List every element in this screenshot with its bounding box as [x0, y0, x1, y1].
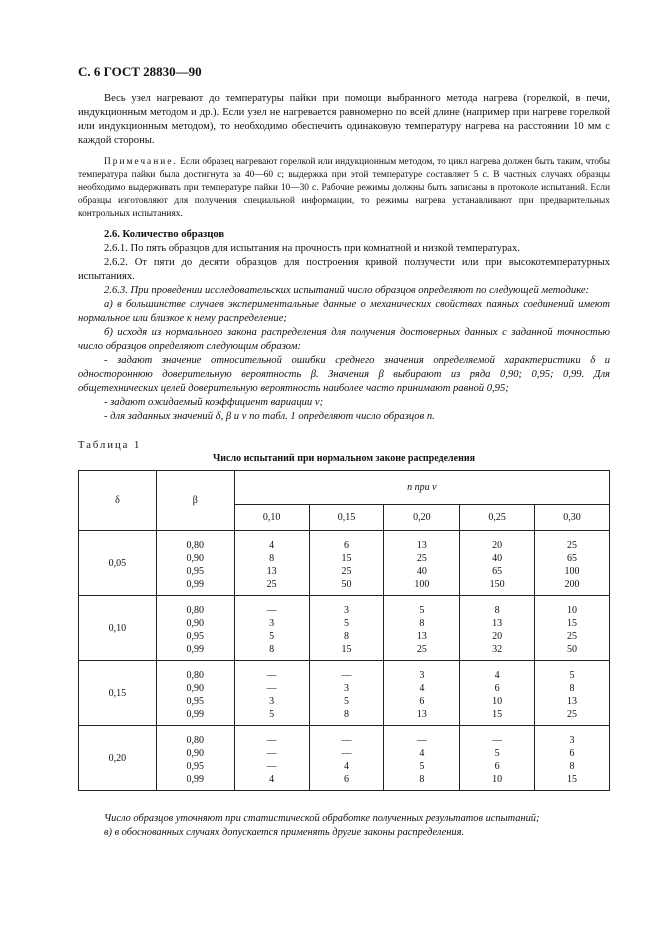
n-value: 100 — [414, 579, 430, 590]
n-cell — [535, 726, 610, 791]
n-cell — [384, 661, 460, 726]
n-value: 40 — [492, 553, 503, 564]
beta-cell — [156, 726, 234, 791]
n-value: 40 — [416, 566, 427, 577]
item-b: б) исходя из нормального закона распределения для получения достоверных данных с заданной точностью число образцов определяют следующим образом: — [78, 327, 610, 352]
n-value: 5 — [569, 670, 575, 681]
n-value: 25 — [416, 553, 427, 564]
n-cell — [384, 596, 460, 661]
n-value: 25 — [567, 709, 578, 720]
n-value: 25 — [567, 540, 578, 551]
beta-value: 0,95 — [186, 696, 205, 707]
n-value: 5 — [494, 748, 500, 759]
note-block — [78, 156, 610, 221]
table-row — [79, 661, 610, 726]
beta-value: 0,90 — [186, 748, 205, 759]
table-row — [79, 596, 610, 661]
section-title: 2.6. Количество образцов — [104, 229, 225, 240]
delta-cell: 0,05 — [79, 531, 157, 596]
n-value: — — [341, 670, 352, 681]
n-value: 8 — [569, 761, 575, 772]
n-value: 15 — [341, 644, 352, 655]
n-cell — [535, 661, 610, 726]
distribution-table — [78, 470, 610, 791]
n-value: 20 — [492, 631, 503, 642]
n-value: 5 — [269, 631, 275, 642]
delta-cell: 0,10 — [79, 596, 157, 661]
table-title: Число испытаний при нормальном законе распределения — [212, 453, 476, 464]
n-value: 15 — [492, 709, 503, 720]
n-value: 5 — [343, 696, 349, 707]
n-value: 15 — [567, 618, 578, 629]
n-value: 4 — [269, 540, 275, 551]
table-row — [79, 726, 610, 791]
n-value: 50 — [341, 579, 352, 590]
beta-cell — [156, 661, 234, 726]
n-cell — [384, 531, 460, 596]
n-value: — — [266, 670, 277, 681]
n-value: 6 — [343, 540, 349, 551]
n-value: 32 — [492, 644, 503, 655]
n-cell — [309, 661, 384, 726]
n-value: 200 — [564, 579, 580, 590]
n-cell — [535, 531, 610, 596]
n-value: 3 — [343, 605, 349, 616]
dash-item-1: - задают значение относительной ошибки среднего значения определяемой характеристики δ и одностороннюю доверительную вероятность β. Значения β выбирают из ряда 0,90; 0,95; 0,99. Для общетехнических целей доверительную вероятность наиболее часто принимают равной 0,95; — [78, 355, 610, 394]
delta-cell: 0,15 — [79, 661, 157, 726]
n-value: 10 — [567, 605, 578, 616]
dash-item-3: - для заданных значений δ, β и v по табл. 1 определяют число образцов n. — [104, 411, 435, 422]
n-cell — [309, 726, 384, 791]
n-value: 6 — [343, 774, 349, 785]
n-cell — [234, 661, 309, 726]
n-value: 3 — [419, 670, 425, 681]
item-a: а) в большинстве случаев экспериментальные данные о механических свойствах паяных соединений имеют нормальное или близкое к нему распределение; — [78, 299, 610, 324]
n-value: 15 — [567, 774, 578, 785]
clause-2-6-3: 2.6.3. При проведении исследовательских испытаний число образцов определяют по следующей методике: — [104, 285, 590, 296]
header-n-at-v: n при v — [234, 471, 609, 505]
n-value: 13 — [567, 696, 578, 707]
n-value: 25 — [567, 631, 578, 642]
n-value: 5 — [343, 618, 349, 629]
beta-value: 0,80 — [186, 605, 205, 616]
beta-cell — [156, 596, 234, 661]
n-value: — — [266, 605, 277, 616]
n-value: 3 — [343, 683, 349, 694]
n-value: 13 — [416, 540, 427, 551]
n-cell — [460, 726, 535, 791]
n-value: 15 — [341, 553, 352, 564]
beta-value: 0,90 — [186, 618, 205, 629]
beta-value: 0,80 — [186, 540, 205, 551]
intro-paragraph: Весь узел нагревают до температуры пайки при помощи выбранного метода нагрева (горелкой, в печи, индукционным методом и др.). Если узел не нагревается равномерно по всей длине (например при нагреве горелкой или индукционным методом), то необходимо обеспечить одинаковую температуру нагрева на расстоянии 10 мм с каждой стороны. — [78, 93, 610, 146]
n-cell — [234, 531, 309, 596]
n-value: 3 — [269, 618, 275, 629]
beta-value: 0,99 — [186, 709, 205, 720]
n-value: 8 — [494, 605, 500, 616]
n-value: 8 — [419, 774, 425, 785]
n-value: — — [266, 748, 277, 759]
n-value: — — [266, 735, 277, 746]
beta-value: 0,99 — [186, 644, 205, 655]
n-value: 4 — [343, 761, 349, 772]
beta-value: 0,80 — [186, 735, 205, 746]
n-value: 8 — [419, 618, 425, 629]
note-text: Если образец нагревают горелкой или индукционным методом, то цикл нагрева должен быть таким, чтобы температура пайки была достигнута за 40—60 с; выдержка при этой температуре составляет 5 с. В частных случаях образцы необходимо выдерживать при температуре пайки 10—30 с. Рабочие режимы должны быть записаны в протоколе испытаний. Если образцы изготовляют для получения специальной информации, то режимы нагрева устанавливают при предварительных контрольных испытаниях. — [78, 157, 610, 219]
header-v-3: 0,25 — [460, 505, 535, 531]
n-value: 4 — [494, 670, 500, 681]
n-value: 5 — [269, 709, 275, 720]
header-v-2: 0,20 — [384, 505, 460, 531]
n-value: — — [492, 735, 503, 746]
n-value: 13 — [266, 566, 277, 577]
intro-paragraph-block — [78, 92, 610, 148]
clause-2-6-1: 2.6.1. По пять образцов для испытания на прочность при комнатной и низкой температурах. — [104, 243, 520, 254]
n-value: 25 — [266, 579, 277, 590]
n-value: 4 — [419, 683, 425, 694]
n-value: 6 — [494, 683, 500, 694]
beta-value: 0,80 — [186, 670, 205, 681]
n-value: — — [341, 748, 352, 759]
n-value: 13 — [492, 618, 503, 629]
page-header: С. 6 ГОСТ 28830—90 — [78, 64, 202, 79]
dash-item-2: - задают ожидаемый коэффициент вариации v; — [104, 397, 324, 408]
n-cell — [460, 661, 535, 726]
n-value: 8 — [343, 709, 349, 720]
beta-value: 0,90 — [186, 553, 205, 564]
footer-line-2: в) в обоснованных случаях допускается применять другие законы распределения. — [104, 827, 465, 838]
clause-2-6-2: 2.6.2. От пяти до десяти образцов для построения кривой ползучести или при высокотемпературных испытаниях. — [78, 257, 610, 282]
n-value: 8 — [569, 683, 575, 694]
beta-value: 0,90 — [186, 683, 205, 694]
n-value: 6 — [569, 748, 575, 759]
n-value: 6 — [419, 696, 425, 707]
header-v-4: 0,30 — [535, 505, 610, 531]
n-value: 8 — [269, 644, 275, 655]
n-value: — — [341, 735, 352, 746]
n-value: 3 — [569, 735, 575, 746]
n-cell — [309, 531, 384, 596]
n-value: 5 — [419, 761, 425, 772]
header-delta: δ — [79, 471, 157, 531]
beta-value: 0,95 — [186, 566, 205, 577]
n-value: 3 — [269, 696, 275, 707]
n-value: 100 — [564, 566, 580, 577]
n-value: 65 — [567, 553, 578, 564]
delta-cell: 0,20 — [79, 726, 157, 791]
n-value: 13 — [416, 631, 427, 642]
beta-value: 0,99 — [186, 579, 205, 590]
n-cell — [535, 596, 610, 661]
footer-notes — [78, 812, 610, 840]
n-value: 20 — [492, 540, 503, 551]
header-v-0: 0,10 — [234, 505, 309, 531]
table-label: Таблица 1 — [78, 440, 142, 451]
n-value: 8 — [343, 631, 349, 642]
header-v-1: 0,15 — [309, 505, 384, 531]
n-value: 4 — [269, 774, 275, 785]
n-value: — — [416, 735, 427, 746]
n-value: 25 — [416, 644, 427, 655]
beta-value: 0,95 — [186, 631, 205, 642]
n-cell — [384, 726, 460, 791]
n-cell — [234, 596, 309, 661]
n-cell — [234, 726, 309, 791]
n-value: 4 — [419, 748, 425, 759]
n-value: 6 — [494, 761, 500, 772]
n-value: 10 — [492, 696, 503, 707]
n-cell — [460, 531, 535, 596]
n-value: 150 — [489, 579, 505, 590]
n-value: 25 — [341, 566, 352, 577]
beta-value: 0,95 — [186, 761, 205, 772]
n-value: 65 — [492, 566, 503, 577]
n-value: 5 — [419, 605, 425, 616]
n-value: 8 — [269, 553, 275, 564]
note-paragraph — [78, 156, 610, 221]
header-beta: β — [156, 471, 234, 531]
n-value: 50 — [567, 644, 578, 655]
n-value: — — [266, 761, 277, 772]
section-2-6 — [78, 228, 610, 424]
beta-value: 0,99 — [186, 774, 205, 785]
table-row — [79, 531, 610, 596]
n-value: 13 — [416, 709, 427, 720]
beta-cell — [156, 531, 234, 596]
n-value: — — [266, 683, 277, 694]
n-value: 10 — [492, 774, 503, 785]
footer-line-1: Число образцов уточняют при статистической обработке полученных результатов испытаний; — [104, 813, 540, 824]
n-cell — [309, 596, 384, 661]
n-cell — [460, 596, 535, 661]
note-label: Примечание. — [104, 157, 178, 167]
